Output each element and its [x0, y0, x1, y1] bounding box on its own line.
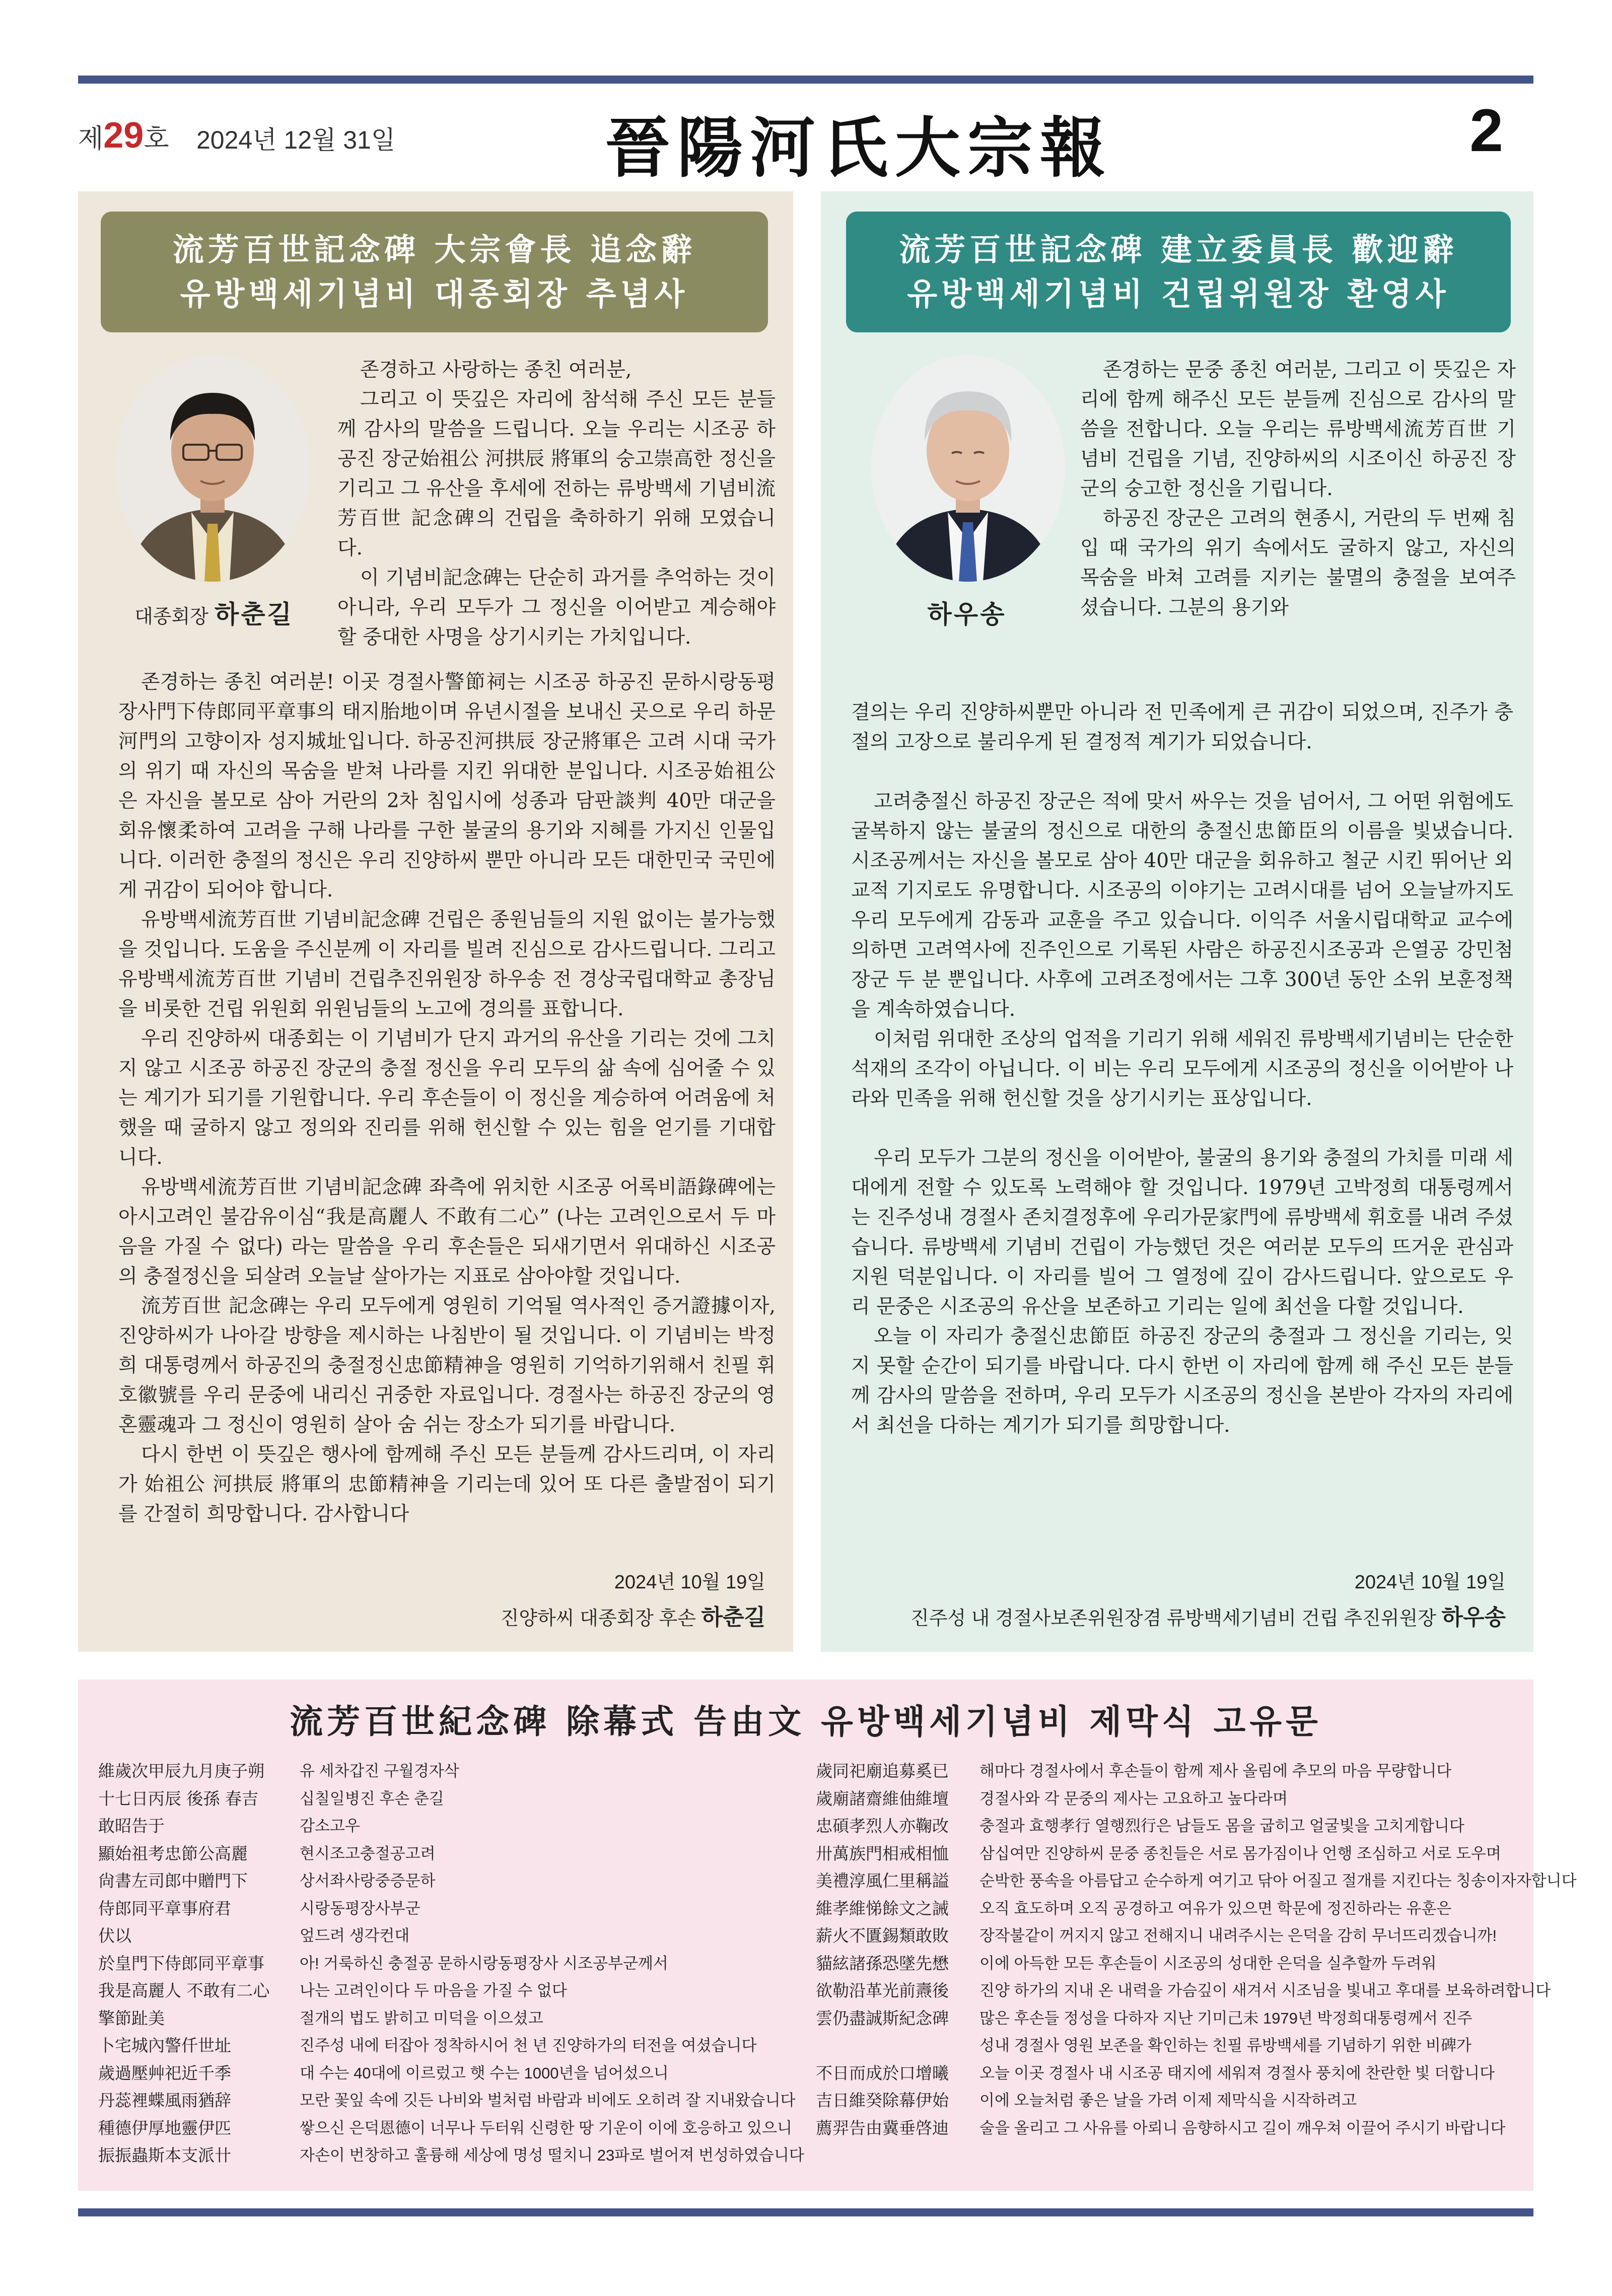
prayer-hanja-column-1 [98, 1758, 270, 2170]
prayer-line: 현시조고충절공고려 [300, 1844, 436, 1862]
prayer-line: 유 세차갑진 구월경자삭 [300, 1762, 459, 1780]
prayer-line: 美禮淳風仁里稱謚 [816, 1871, 949, 1891]
left-body-text [118, 667, 776, 1529]
prayer-line: 쌓으신 은덕恩德이 너무나 두터워 신령한 땅 기운이 이에 호응하고 있으니 [300, 2119, 793, 2137]
prayer-line: 侍郎同平章事府君 [98, 1898, 231, 1918]
unveiling-ceremony-prayer [78, 1680, 1577, 2191]
prayer-line: 尙書左司郎中贈門下 [98, 1871, 248, 1891]
prayer-hangul-column-1 [300, 1758, 804, 2170]
committee-chair-portrait [871, 355, 1065, 582]
paragraph: 우리 진양하씨 대종회는 이 기념비가 단지 과거의 유산을 기리는 것에 그치지 않고 시조공 하공진 장군의 충절 정신을 우리 모두의 삶 속에 심어줄 수 있는 계기가 되기를 기원합니다. 우리 후손들이 이 정신을 계승하여 어려움에 처했을 때 굴하지 않고 정의와 진리를 위해 헌신할 수 있는 힘을 얻기를 기대합니다. [118, 1027, 776, 1169]
prayer-line: 歲同祀廟追募奚已 [816, 1761, 949, 1781]
prayer-hangul-column-2 [979, 1758, 1577, 2142]
issue-label [78, 115, 169, 156]
left-intro-text [337, 355, 776, 652]
prayer-hanja-column-2 [816, 1758, 949, 2142]
prayer-line: 欲勒沿革光前燾後 [816, 1981, 949, 2000]
prayer-line: 薦羿告由冀垂啓迪 [816, 2118, 949, 2138]
chairman-caption [123, 594, 305, 631]
right-intro-text [1080, 355, 1516, 622]
prayer-line: 술을 올리고 그 사유를 아뢰니 음향하시고 길이 깨우쳐 이끌어 주시기 바랍니다 [979, 2119, 1506, 2137]
prayer-line: 대 수는 40대에 이르렀고 햇 수는 1000년을 넘어섰으니 [300, 2064, 669, 2082]
prayer-line: 상서좌사랑중증문하 [300, 1872, 436, 1890]
paragraph: 결의는 우리 진양하씨뿐만 아니라 전 민족에게 큰 귀감이 되었으며, 진주가 충절의 고장으로 불리우게 된 결정적 계기가 되었습니다. [851, 701, 1513, 753]
prayer-line: 시랑동평장사부군 [300, 1899, 420, 1917]
signature-name: 하우송 [1441, 1605, 1506, 1630]
prayer-line: 十七日丙辰 後孫 春吉 [98, 1788, 258, 1808]
issue-date: 2024년 12월 31일 [196, 126, 396, 154]
prayer-line: 貓絃諸孫恐墜先懋 [816, 1953, 949, 1973]
prayer-line: 순박한 풍속을 아름답고 순수하게 여기고 닦아 어질고 절개를 지킨다는 칭송이자자합니다 [979, 1872, 1577, 1890]
left-signature [501, 1599, 765, 1631]
prayer-line: 維孝維悌餘文之誡 [816, 1898, 949, 1918]
paragraph: 다시 한번 이 뜻깊은 행사에 함께해 주신 모든 분들께 감사드리며, 이 자리가 始祖公 河拱辰 將軍의 忠節精神을 기리는데 있어 또 다른 출발점이 되기를 간절히 희망합니다. 감사합니다 [118, 1443, 776, 1525]
chairman-portrait [116, 355, 310, 582]
right-banner [846, 212, 1511, 332]
prayer-line: 오직 효도하며 오직 공경하고 여유가 있으면 학문에 정진하라는 유훈은 [979, 1899, 1452, 1917]
paragraph: 流芳百世 記念碑는 우리 모두에게 영원히 기억될 역사적인 증거證據이자, 진양하씨가 나아갈 방향을 제시하는 나침반이 될 것입니다. 이 기념비는 박정희 대통령께서 하공진의 충절정신忠節精神을 영원히 기억하기위해서 친필 휘호徽號를 우리 문중에 내리신 귀중한 자료입니다. 경절사는 하공진 장군의 영혼靈魂과 그 정신이 영원히 살아 숨 쉬는 장소가 되기를 바랍니다. [118, 1295, 776, 1436]
signature-org: 진양하씨 대종회장 후손 [500, 1608, 696, 1629]
issue-prefix: 제 [78, 124, 104, 154]
issue-suffix: 호 [144, 124, 169, 154]
paragraph: 이 기념비記念碑는 단순히 과거를 추억하는 것이 아니라, 우리 모두가 그 정신을 이어받고 계승해야 할 중대한 사명을 상기시키는 가치입니다. [337, 567, 776, 649]
paragraph: 이처럼 위대한 조상의 업적을 기리기 위해 세워진 류방백세기념비는 단순한 석재의 조각이 아닙니다. 이 비는 우리 모두에게 시조공의 정신을 이어받아 나라와 민족을 위해 헌신할 것을 상기시키는 표상입니다. [851, 1028, 1513, 1110]
prayer-line: 吉日維癸除幕伊始 [816, 2091, 949, 2110]
prayer-line: 卜宅城內警仟世址 [98, 2036, 231, 2055]
right-sign-date: 2024년 10월 19일 [1354, 1572, 1506, 1593]
paragraph: 존경하고 사랑하는 종친 여러분, [360, 359, 632, 381]
right-body-text [851, 698, 1513, 1440]
paragraph-gap [851, 757, 1513, 787]
paragraph: 우리 모두가 그분의 정신을 이어받아, 불굴의 용기와 충절의 가치를 미래 세대에게 전할 수 있도록 노력해야 할 것입니다. 1979년 고박정희 대통령께서는 진주성내 경절사 존치결정후에 우리가문家門에 류방백세 휘호를 내려 주셨습니다. 류방백세 기념비 건립이 가능했던 것은 여러분 모두의 뜨거운 관심과 지원 덕분입니다. 이 자리를 빌어 그 열정에 깊이 감사드립니다. 앞으로도 우리 문중은 시조공의 유산을 보존하고 기리는 일에 최선을 다할 것입니다. [851, 1147, 1513, 1318]
prayer-line: 忠碩孝烈人亦鞠改 [816, 1816, 949, 1836]
prayer-line: 歲過壓艸祀近千季 [98, 2063, 231, 2083]
left-banner-hanja: 流芳百世記念碑 大宗會長 追念辭 [172, 231, 696, 268]
signature-org: 진주성 내 경절사보존위원장겸 류방백세기념비 건립 추진위원장 [910, 1608, 1436, 1629]
right-signature [910, 1599, 1506, 1631]
prayer-line: 雲仍盡誠斯紀念碑 [816, 2008, 949, 2028]
prayer-line: 敢昭告于 [98, 1816, 165, 1836]
prayer-line: 나는 고려인이다 두 마음을 가질 수 없다 [300, 1982, 567, 1999]
paragraph: 존경하는 종친 여러분! 이곳 경절사警節祠는 시조공 하공진 문하시랑동평장사門下侍郎同平章事의 태지胎地이며 유년시절을 보내신 곳으로 우리 하문河門의 고향이자 성지城址입니다. 하공진河拱辰 장군將軍은 고려 시대 국가의 위기 때 자신의 목숨을 받쳐 나라를 지킨 위대한 분입니다. 시조공始祖公은 자신을 볼모로 삼아 거란의 2차 침입시에 성종과 담판談判 40만 대군을 회유懷柔하여 고려을 구해 나라를 구한 불굴의 용기와 지혜를 가지신 인물입니다. 이러한 충절의 정신은 우리 진양하씨 뿐만 아니라 모든 대한민국 국민에게 귀감이 되어야 합니다. [118, 671, 776, 901]
prayer-line: 충절과 효행孝行 열행烈行은 남들도 몸을 굽히고 얼굴빛을 고치게합니다 [979, 1817, 1464, 1835]
prayer-line: 아! 거룩하신 충절공 문하시랑동평장사 시조공부군께서 [300, 1954, 668, 1972]
paragraph: 하공진 장군은 고려의 현종시, 거란의 두 번째 침입 때 국가의 위기 속에서도 굴하지 않고, 자신의 목숨을 바쳐 고려를 지키는 불멸의 충절을 보여주셨습니다. 그분의 용기와 [1080, 507, 1516, 619]
paragraph: 그리고 이 뜻깊은 자리에 참석해 주신 모든 분들께 감사의 말씀을 드립니다. 오늘 우리는 시조공 하공진 장군始祖公 河拱辰 將軍의 숭고崇高한 정신을 기리고 그 유산을 후세에 전하는 류방백세 기념비流芳百世 記念碑의 건립을 축하하기 위해 모였습니다. [337, 388, 776, 560]
page-number: 2 [1469, 97, 1503, 164]
prayer-line: 歲廟諸齋維伷維壇 [816, 1788, 949, 1808]
prayer-line: 오늘 이곳 경절사 내 시조공 태지에 세워져 경절사 풍치에 찬란한 빛 더합니다 [979, 2064, 1495, 2082]
masthead [78, 91, 1533, 186]
prayer-line: 삼십여만 진양하씨 문중 종친들은 서로 몸가짐이나 언행 조심하고 서로 도우며 [979, 1844, 1501, 1862]
bottom-rule [78, 2208, 1533, 2216]
prayer-line: 이에 오늘처럼 좋은 날을 가려 이제 제막식을 시작하려고 [979, 2092, 1357, 2109]
prayer-line: 절개의 법도 밝히고 미덕을 이으셨고 [300, 2009, 543, 2027]
signature-name: 하춘길 [701, 1605, 765, 1630]
committee-chair-caption [876, 594, 1058, 631]
prayer-line: 薪火不匱錫類敢敗 [816, 1926, 949, 1945]
paragraph: 존경하는 문중 종친 여러분, 그리고 이 뜻깊은 자리에 함께 해주신 모든 분들께 진심으로 감사의 말씀을 전합니다. 오늘 우리는 류방백세流芳百世 기념비 건립을 기념, 진양하씨의 시조이신 하공진 장군의 숭고한 정신을 기립니다. [1080, 359, 1516, 500]
prayer-line: 於皇門下侍郎同平章事 [98, 1953, 264, 1973]
prayer-line: 경절사와 각 문중의 제사는 고요하고 높다라며 [979, 1789, 1288, 1807]
prayer-line: 성내 경절사 영원 보존을 확인하는 친필 류방백세를 기념하기 위한 비碑가 [979, 2037, 1471, 2054]
prayer-line: 이에 아득한 모든 후손들이 시조공의 성대한 은덕을 실추할까 두려워 [979, 1954, 1437, 1972]
prayer-line: 振振蟲斯本支派卄 [98, 2145, 231, 2165]
top-rule [78, 76, 1533, 84]
left-sign-date: 2024년 10월 19일 [614, 1572, 765, 1593]
prayer-line: 擎節趾美 [98, 2008, 165, 2028]
prayer-line: 我是高麗人 不敢有二心 [98, 1981, 270, 2000]
left-banner [101, 212, 768, 332]
prayer-line: 십칠일병진 후손 춘길 [300, 1789, 444, 1807]
prayer-line: 不日而成於口增曦 [816, 2063, 949, 2083]
prayer-line: 丹蕊裡蝶風雨猶辞 [98, 2091, 231, 2110]
prayer-line-gap [816, 2032, 949, 2060]
paragraph: 오늘 이 자리가 충절신忠節臣 하공진 장군의 충절과 그 정신을 기리는, 잊지 못할 순간이 되기를 바랍니다. 다시 한번 이 자리에 함께 해 주신 모든 분들께 감사의 말씀을 전하며, 우리 모두가 시조공의 정신을 본받아 각자의 자리에서 최선을 다하는 계기가 되기를 희망합니다. [851, 1325, 1513, 1437]
portrait-photo-icon [871, 355, 1065, 582]
prayer-line: 種德伊厚地靈伊匹 [98, 2118, 231, 2138]
newspaper-title: 晉陽河氏大宗報 [604, 109, 1112, 186]
caption-role: 대종회장 [134, 605, 208, 628]
prayer-line: 진양 하가의 지내 온 내력을 가슴깊이 새겨서 시조님을 빛내고 후대를 보육하려합니다 [979, 1982, 1551, 1999]
paragraph: 유방백세流芳百世 기념비記念碑 건립은 종원님들의 지원 없이는 불가능했을 것입니다. 도움을 주신분께 이 자리를 빌려 진심으로 감사드립니다. 그리고 유방백세流芳百世 기념비 건립추진위원장 하우송 전 경상국립대학교 총장님을 비롯한 건립 위원회 위원님들의 노고에 경의를 표합니다. [118, 909, 776, 1020]
paragraph: 유방백세流芳百世 기념비記念碑 좌측에 위치한 시조공 어록비語錄碑에는 아시고려인 불감유이심“我是高麗人 不敢有二心” (나는 고려인으로서 두 마음을 가질 수 없다) 라는 말씀을 우리 후손들은 되새기면서 위대하신 시조공의 충절정신을 되살려 오늘날 살아가는 지표로 삼아야할 것입니다. [118, 1176, 776, 1288]
caption-name: 하우송 [927, 600, 1007, 629]
prayer-line: 감소고우 [300, 1817, 360, 1835]
portrait-photo-icon [116, 355, 310, 582]
issue-number: 29 [103, 115, 144, 156]
paragraph: 고려충절신 하공진 장군은 적에 맞서 싸우는 것을 넘어서, 그 어떤 위험에도 굴복하지 않는 불굴의 정신으로 대한의 충절신忠節臣의 이름을 빛냈습니다. 시조공께서는 자신을 볼모로 삼아 40만 대군을 회유하고 철군 시킨 뛰어난 외교적 기지로도 유명합니다. 시조공의 이야기는 고려시대를 넘어 오늘날까지도 우리 모두에게 감동과 교훈을 주고 있습니다. 이익주 서울시립대학교 교수에 의하면 고려역사에 진주인으로 기록된 사람은 하공진시조공과 은열공 강민첨장군 두 분 뿐입니다. 사후에 고려조정에서는 그후 300년 동안 소위 보훈정책을 계속하였습니다. [851, 790, 1513, 1021]
prayer-line: 維歲次甲辰九月庚子朔 [98, 1761, 264, 1781]
caption-name: 하춘길 [215, 600, 294, 629]
right-banner-hanja: 流芳百世記念碑 建立委員長 歡迎辭 [899, 231, 1458, 268]
right-banner-hangul: 유방백세기념비 건립위원장 환영사 [907, 275, 1450, 312]
prayer-line: 진주성 내에 터잡아 정착하시어 천 년 진양하가의 터전을 여셨습니다 [300, 2037, 757, 2054]
prayer-line: 많은 후손들 정성을 다하자 지난 기미己未 1979년 박정희대통령께서 진주 [979, 2009, 1473, 2027]
prayer-line: 伏以 [98, 1926, 131, 1945]
left-banner-hangul: 유방백세기념비 대종회장 추념사 [180, 275, 689, 312]
prayer-line: 장작불같이 꺼지지 않고 전해지니 내려주시는 은덕을 감히 무너뜨리겠습니까! [979, 1927, 1497, 1944]
prayer-line: 모란 꽃잎 속에 깃든 나비와 벌처럼 바람과 비에도 오히려 잘 지내왔습니다 [300, 2092, 796, 2109]
chairman-memorial-address [78, 191, 793, 1652]
prayer-line: 자손이 번창하고 훌륭해 세상에 명성 떨치니 23파로 벌어져 번성하였습니다 [300, 2146, 804, 2164]
prayer-line: 해마다 경절사에서 후손들이 함께 제사 올림에 추모의 마음 무량합니다 [979, 1762, 1452, 1780]
prayer-line: 卅萬族門相戒相恤 [816, 1843, 949, 1863]
prayer-line: 엎드려 생각컨대 [300, 1927, 410, 1944]
committee-welcome-address [821, 191, 1533, 1652]
prayer-line: 顯始祖考忠節公高麗 [98, 1843, 248, 1863]
paragraph-gap [851, 1114, 1513, 1143]
prayer-title: 流芳百世紀念碑 除幕式 告由文 유방백세기념비 제막식 고유문 [290, 1702, 1322, 1741]
